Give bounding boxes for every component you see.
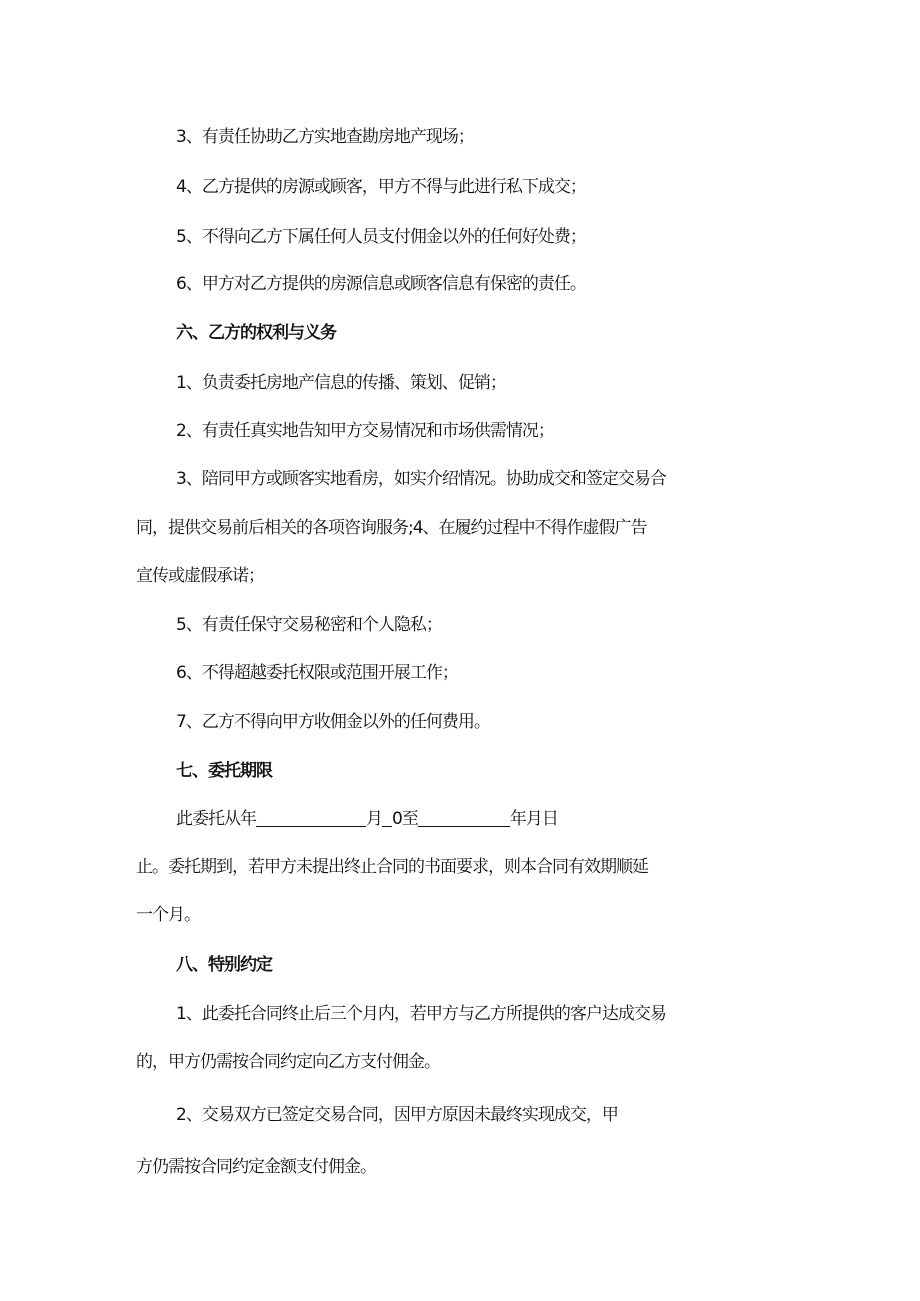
- section-8-item-1-line-2: 的，甲方仍需按合同约定向乙方支付佣金。: [136, 1052, 440, 1072]
- to-text: 0至: [392, 809, 418, 829]
- paragraph-item-5: 5、不得向乙方下属任何人员支付佣金以外的任何好处费；: [176, 227, 586, 247]
- section-7-term-line: [176, 807, 920, 831]
- section-6-item-5: 5、有责任保守交易秘密和个人隐私；: [176, 615, 442, 635]
- section-7-heading: 七、委托期限: [176, 761, 272, 781]
- section-6-item-2: 2、有责任真实地告知甲方交易情况和市场供需情况；: [176, 421, 554, 441]
- section-6-item-3-line-3: 宣传或虚假承诺；: [136, 566, 264, 586]
- section-6-item-3-line-1: 3、陪同甲方或顾客实地看房，如实介绍情况。协助成交和签定交易合: [176, 469, 666, 489]
- section-6-item-6: 6、不得超越委托权限或范围开展工作；: [176, 663, 458, 683]
- year-blank: [256, 808, 366, 827]
- section-6-item-7: 7、乙方不得向甲方收佣金以外的任何费用。: [176, 712, 490, 732]
- section-6-item-1: 1、负责委托房地产信息的传播、策划、促销；: [176, 373, 506, 393]
- section-8-item-2-line-1: 2、交易双方已签定交易合同，因甲方原因未最终实现成交，甲: [176, 1105, 618, 1125]
- paragraph-item-4: 4、乙方提供的房源或顾客，甲方不得与此进行私下成交；: [176, 177, 586, 197]
- section-8-item-1-line-1: 1、此委托合同终止后三个月内，若甲方与乙方所提供的客户达成交易: [176, 1004, 666, 1024]
- paragraph-item-3: 3、有责任协助乙方实地查勘房地产现场；: [176, 127, 474, 147]
- section-7-paragraph-line-3: 一个月。: [136, 905, 200, 925]
- end-date-text: 年月日: [509, 809, 558, 829]
- section-8-heading: 八、特别约定: [176, 955, 272, 975]
- month-text: 月: [366, 809, 382, 829]
- section-7-paragraph-line-2: 止。委托期到，若甲方未提出终止合同的书面要求，则本合同有效期顺延: [136, 857, 648, 877]
- section-6-item-3-line-2: 同，提供交易前后相关的各项咨询服务;4、在履约过程中不得作虚假广告: [136, 518, 647, 538]
- day-blank: [382, 808, 392, 827]
- section-8-item-2-line-2: 方仍需按合同约定金额支付佣金。: [136, 1157, 376, 1177]
- term-from-text: 此委托从年: [176, 809, 256, 829]
- paragraph-item-6: 6、甲方对乙方提供的房源信息或顾客信息有保密的责任。: [176, 274, 586, 294]
- end-year-blank: [418, 808, 510, 827]
- section-6-heading: 六、乙方的权利与义务: [176, 323, 336, 343]
